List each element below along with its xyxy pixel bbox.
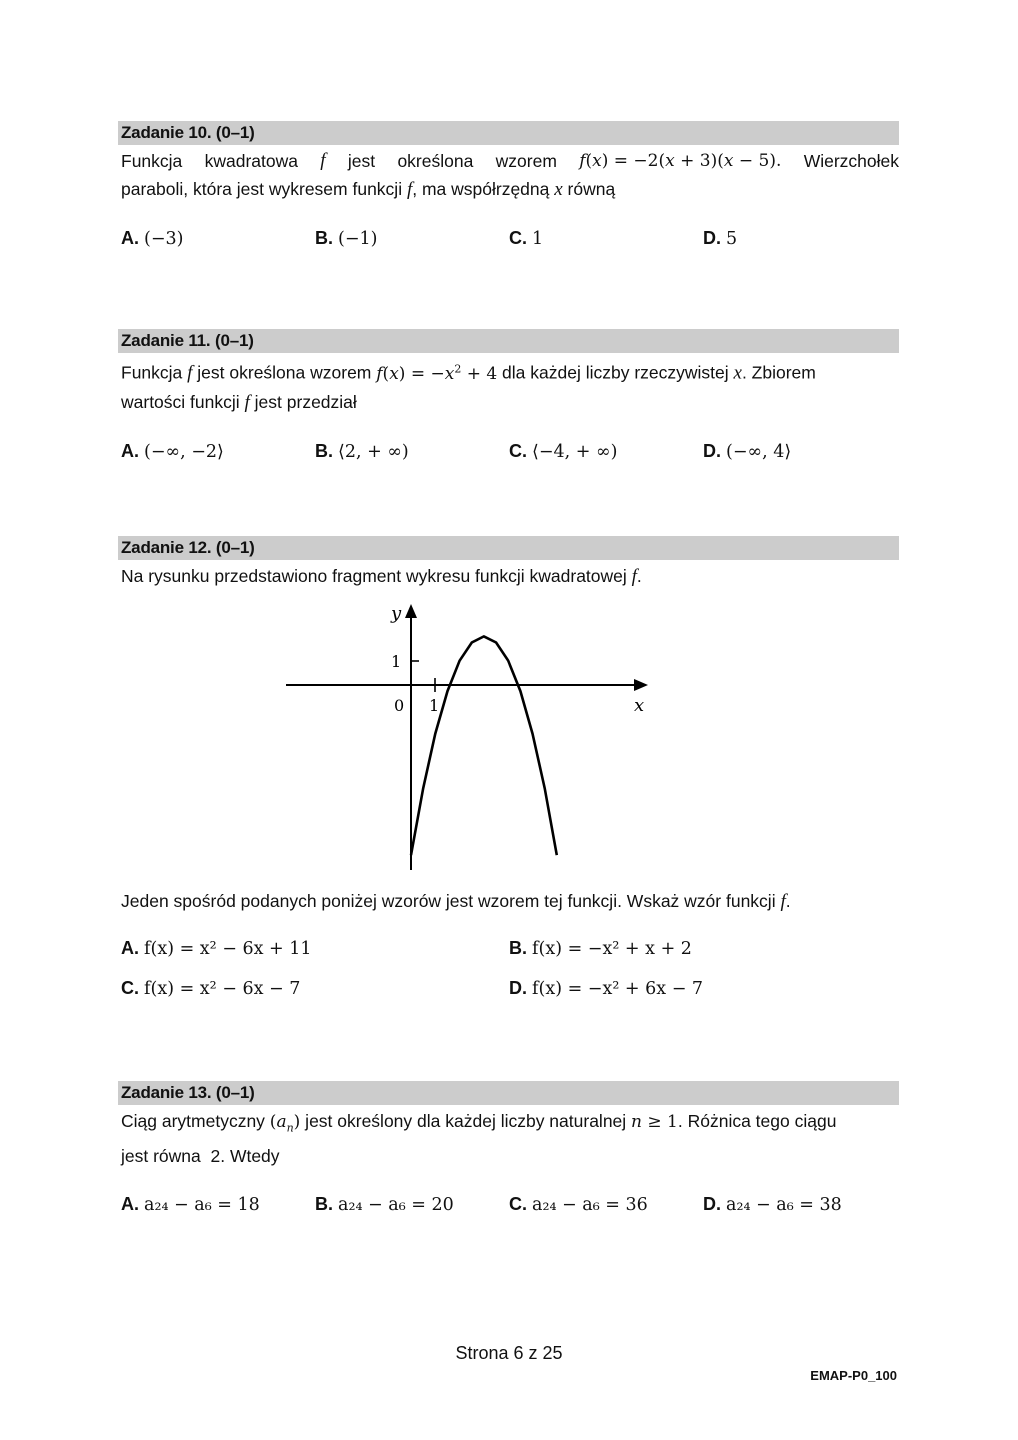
y-tick-label: 1 — [391, 652, 402, 671]
answer-b[interactable]: B. f(x) = −x² + x + 2 — [509, 938, 692, 959]
answer-c[interactable]: C. 1 — [509, 228, 544, 249]
answer-a[interactable]: A. (−3) — [121, 228, 184, 249]
answer-b[interactable]: B. ⟨2, + ∞) — [315, 440, 409, 462]
task-text-line: Ciąg arytmetyczny $(a_n)$ jest określony dla każdej liczby naturalnej n ≥ 1. Różnica tego ciągu — [121, 1111, 837, 1135]
answer-c[interactable]: C. f(x) = x² − 6x − 7 — [121, 978, 301, 999]
answer-a[interactable]: A. f(x) = x² − 6x + 11 — [121, 938, 312, 959]
task-text-line: Jeden spośród podanych poniżej wzorów jest wzorem tej funkcji. Wskaż wzór funkcji f. — [121, 891, 791, 912]
task-header: Zadanie 13. (0–1) — [118, 1081, 899, 1105]
answer-a[interactable]: A. a₂₄ − a₆ = 18 — [121, 1194, 260, 1216]
task-header: Zadanie 11. (0–1) — [118, 329, 899, 353]
x-tick-label: 1 — [429, 696, 440, 715]
answer-d[interactable]: D. f(x) = −x² + 6x − 7 — [509, 978, 704, 999]
task-text-line: paraboli, która jest wykresem funkcji f, ma współrzędną x równą — [121, 179, 616, 200]
task-text-line: jest równa 2. Wtedy — [121, 1146, 280, 1167]
task-header: Zadanie 10. (0–1) — [118, 121, 899, 145]
answer-d[interactable]: D. (−∞, 4⟩ — [703, 440, 792, 462]
answer-options — [118, 938, 899, 968]
answer-c[interactable]: C. ⟨−4, + ∞) — [509, 440, 618, 462]
origin-label: 0 — [394, 696, 405, 715]
y-axis-arrow-icon — [405, 604, 417, 618]
answer-a[interactable]: A. (−∞, −2⟩ — [121, 440, 224, 462]
answer-c[interactable]: C. a₂₄ − a₆ = 36 — [509, 1194, 648, 1216]
task-text-line: Funkcja f jest określona wzorem $f(x) = -x^2 + 4$ dla każdej liczby rzeczywistej x. Zbiorem — [121, 362, 816, 384]
x-axis-label: x — [634, 695, 645, 716]
task-header: Zadanie 12. (0–1) — [118, 536, 899, 560]
y-axis-label: y — [391, 603, 402, 624]
answer-d[interactable]: D. 5 — [703, 228, 738, 249]
task-13 — [118, 1081, 899, 1224]
task-text-line: Funkcja kwadratowa f jest określona wzorem f(x) = −2(x + 3)(x − 5). Wierzchołek — [121, 150, 899, 171]
answer-b[interactable]: B. (−1) — [315, 228, 378, 249]
exam-code: EMAP-P0_100 — [810, 1368, 897, 1383]
answer-d[interactable]: D. a₂₄ − a₆ = 38 — [703, 1194, 842, 1216]
page-number: Strona 6 z 25 — [455, 1343, 563, 1363]
answer-b[interactable]: B. a₂₄ − a₆ = 20 — [315, 1194, 454, 1216]
task-text-line: wartości funkcji f jest przedział — [121, 391, 357, 413]
task-text-line: Na rysunku przedstawiono fragment wykresu funkcji kwadratowej f. — [121, 566, 642, 587]
parabola-curve — [411, 636, 557, 855]
answer-options — [118, 1194, 899, 1224]
task-12-question — [118, 887, 899, 1008]
answer-options — [118, 978, 899, 1008]
x-axis-arrow-icon — [634, 679, 648, 691]
